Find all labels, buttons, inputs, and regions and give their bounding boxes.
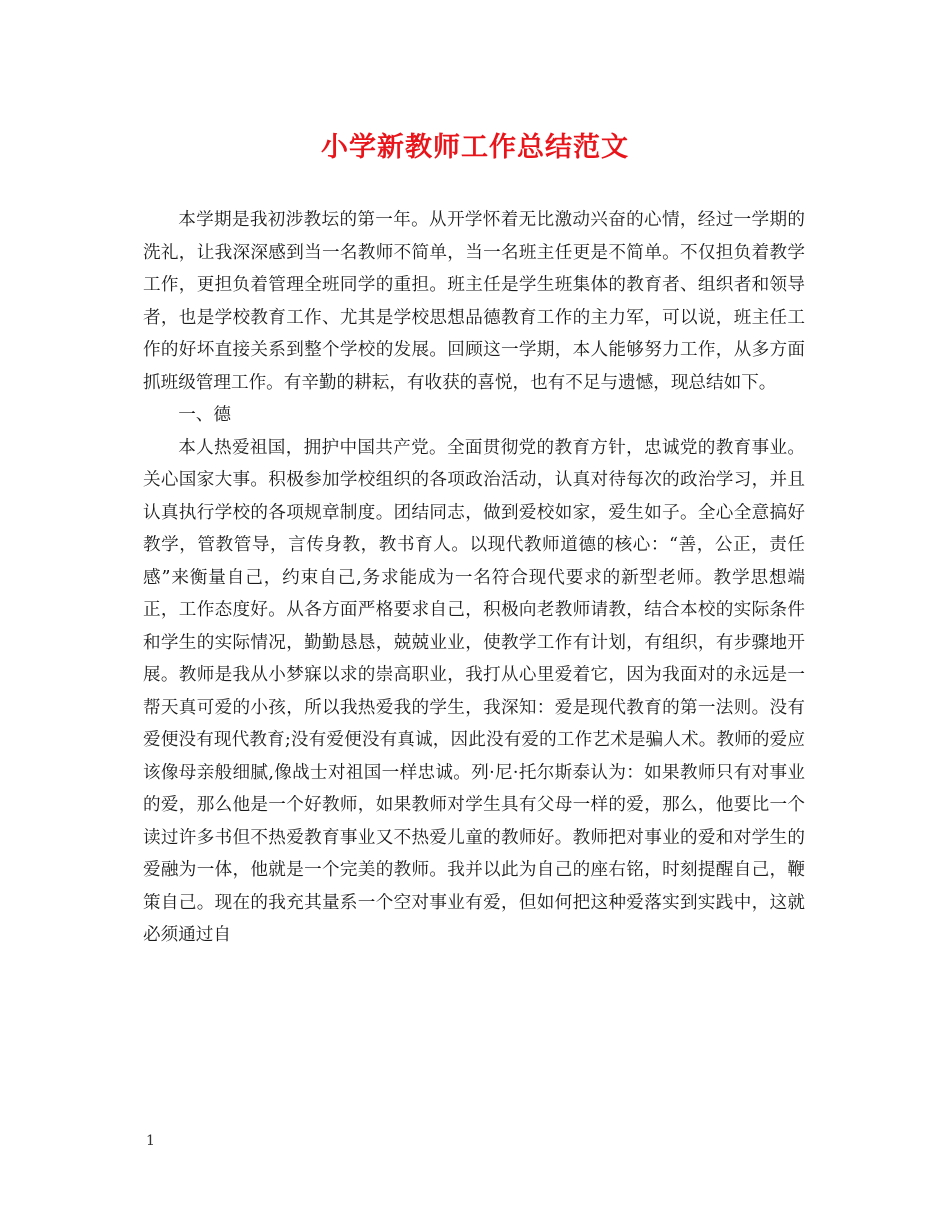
document-title: 小学新教师工作总结范文 (321, 132, 629, 163)
page-number: 1 (146, 1133, 155, 1149)
document-body (143, 204, 805, 952)
section-paragraph-de: 本人热爱祖国，拥护中国共产党。全面贯彻党的教育方针，忠诚党的教育事业。关心国家大事。积极参加学校组织的各项政治活动，认真对待每次的政治学习，并且认真执行学校的各项规章制度。团结同志，做到爱校如家，爱生如子。全心全意搞好教学，管教管导，言传身教，教书育人。以现代教师道德的核心：“善，公正，责任感”来衡量自己，约束自己,务求能成为一名符合现代要求的新型老师。教学思想端正，工作态度好。从各方面严格要求自己，积极向老教师请教，结合本校的实际条件和学生的实际情况，勤勤恳恳，兢兢业业，使教学工作有计划，有组织，有步骤地开展。教师是我从小梦寐以求的崇高职业，我打从心里爱着它，因为我面对的永远是一帮天真可爱的小孩，所以我热爱我的学生，我深知：爱是现代教育的第一法则。没有爱便没有现代教育;没有爱便没有真诚，因此没有爱的工作艺术是骗人术。教师的爱应该像母亲般细腻,像战士对祖国一样忠诚。列·尼·托尔斯泰认为：如果教师只有对事业的爱，那么他是一个好教师，如果教师对学生具有父母一样的爱，那么，他要比一个读过许多书但不热爱教育事业又不热爱儿童的教师好。教师把对事业的爱和对学生的爱融为一体，他就是一个完美的教师。我并以此为自己的座右铭，时刻提醒自己，鞭策自己。现在的我充其量系一个空对事业有爱，但如何把这种爱落实到实践中，这就必须通过自 (143, 437, 805, 945)
intro-paragraph: 本学期是我初涉教坛的第一年。从开学怀着无比激动兴奋的心情，经过一学期的洗礼，让我深深感到当一名教师不简单，当一名班主任更是不简单。不仅担负着教学工作，更担负着管理全班同学的重担。班主任是学生班集体的教育者、组织者和领导者，也是学校教育工作、尤其是学校思想品德教育工作的主力军，可以说，班主任工作的好坏直接关系到整个学校的发展。回顾这一学期，本人能够努力工作，从多方面抓班级管理工作。有辛勤的耕耘，有收获的喜悦，也有不足与遗憾，现总结如下。 (143, 210, 805, 393)
section-heading-de: 一、德 (178, 405, 231, 425)
